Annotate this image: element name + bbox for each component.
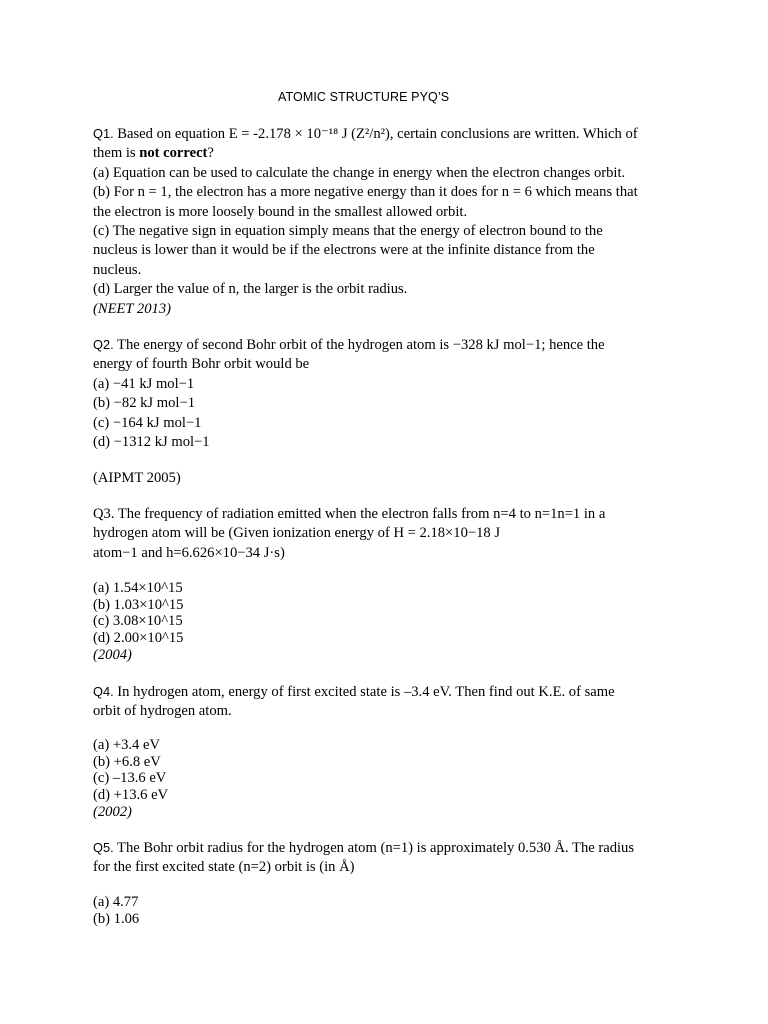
question-4-stem-text: In hydrogen atom, energy of first excited state is –3.4 eV. Then find out K.E. of same: [113, 684, 615, 700]
question-2-source-block: [93, 469, 683, 488]
question-2-stem-line-1: [93, 335, 683, 355]
question-2-option-a: (a) −41 kJ mol−1: [93, 375, 195, 392]
question-2-stem-line-2: energy of fourth Bohr orbit would be: [93, 356, 310, 373]
question-4-option-c: (c) –13.6 eV: [93, 770, 167, 787]
question-1-stem-suffix: ?: [207, 145, 214, 162]
question-3-option-d: (d) 2.00×10^15: [93, 630, 184, 647]
question-3-stem-line-3: atom−1 and h=6.626×10−34 J·s): [93, 544, 285, 561]
question-2-source: (AIPMT 2005): [93, 470, 181, 486]
question-4: [93, 682, 683, 722]
question-2-option-c: (c) −164 kJ mol−1: [93, 414, 202, 431]
page-title: ATOMIC STRUCTURE PYQ’S: [278, 90, 450, 104]
question-1-stem-line-1: [93, 124, 683, 144]
question-2-stem-text: The energy of second Bohr orbit of the hydrogen atom is −328 kJ mol−1; hence the: [113, 337, 605, 353]
question-1-option-c-line-1: (c) The negative sign in equation simply means that the energy of electron bound to the: [93, 223, 603, 240]
question-5-options: [93, 894, 683, 927]
question-2-option-b: (b) −82 kJ mol−1: [93, 395, 195, 412]
question-4-option-b: (b) +6.8 eV: [93, 753, 161, 770]
question-3: [93, 505, 683, 563]
question-1-option-d: (d) Larger the value of n, the larger is the orbit radius.: [93, 281, 408, 298]
question-4-options: [93, 737, 683, 821]
question-2: [93, 335, 683, 452]
question-4-option-a: (a) +3.4 eV: [93, 737, 160, 753]
question-1-emphasis: not correct: [139, 145, 208, 162]
question-1-option-c-line-3: nucleus.: [93, 261, 142, 278]
question-1-number: Q1.: [93, 126, 114, 141]
question-5-number: Q5.: [93, 840, 114, 855]
question-3-option-b: (b) 1.03×10^15: [93, 596, 184, 613]
question-1-option-b-line-1: (b) For n = 1, the electron has a more negative energy than it does for n = 6 which means that: [93, 184, 638, 201]
question-1-stem-text: Based on equation E = -2.178 × 10⁻¹⁸ J (Z²/n²), certain conclusions are written. Which of: [113, 126, 638, 142]
question-5-option-a: (a) 4.77: [93, 894, 139, 910]
question-4-option-d: (d) +13.6 eV: [93, 787, 169, 804]
question-1-stem-line-2: [93, 144, 683, 163]
question-3-stem-line-1: Q3. The frequency of radiation emitted when the electron falls from n=4 to n=1n=1 in a: [93, 506, 606, 522]
question-2-option-d: (d) −1312 kJ mol−1: [93, 434, 210, 451]
question-1-option-a: (a) Equation can be used to calculate the change in energy when the electron changes orbit.: [93, 164, 626, 181]
question-1: [93, 124, 683, 319]
question-4-stem-line-2: orbit of hydrogen atom.: [93, 703, 232, 720]
question-3-options: [93, 580, 683, 664]
question-4-source: (2002): [93, 803, 132, 820]
question-2-number: Q2.: [93, 337, 114, 352]
question-1-source: (NEET 2013): [93, 300, 171, 317]
question-3-source: (2004): [93, 646, 132, 663]
question-5-stem-text: The Bohr orbit radius for the hydrogen atom (n=1) is approximately 0.530 Å. The radius: [113, 840, 635, 856]
question-1-stem-prefix: them is: [93, 145, 140, 162]
question-1-option-c-line-2: nucleus is lower than it would be if the electrons were at the infinite distance from the: [93, 242, 595, 259]
question-5-option-b: (b) 1.06: [93, 910, 140, 927]
question-3-stem-line-2: hydrogen atom will be (Given ionization energy of H = 2.18×10−18 J: [93, 525, 501, 542]
question-5: [93, 838, 683, 878]
question-3-option-a: (a) 1.54×10^15: [93, 580, 183, 596]
question-4-number: Q4.: [93, 684, 114, 699]
question-5-stem-line-2: for the first excited state (n=2) orbit is (in Å): [93, 859, 355, 876]
question-1-option-b-line-2: the electron is more loosely bound in the smallest allowed orbit.: [93, 203, 468, 220]
question-5-stem-line-1: [93, 838, 683, 858]
question-3-option-c: (c) 3.08×10^15: [93, 613, 183, 630]
question-4-stem-line-1: [93, 682, 683, 702]
